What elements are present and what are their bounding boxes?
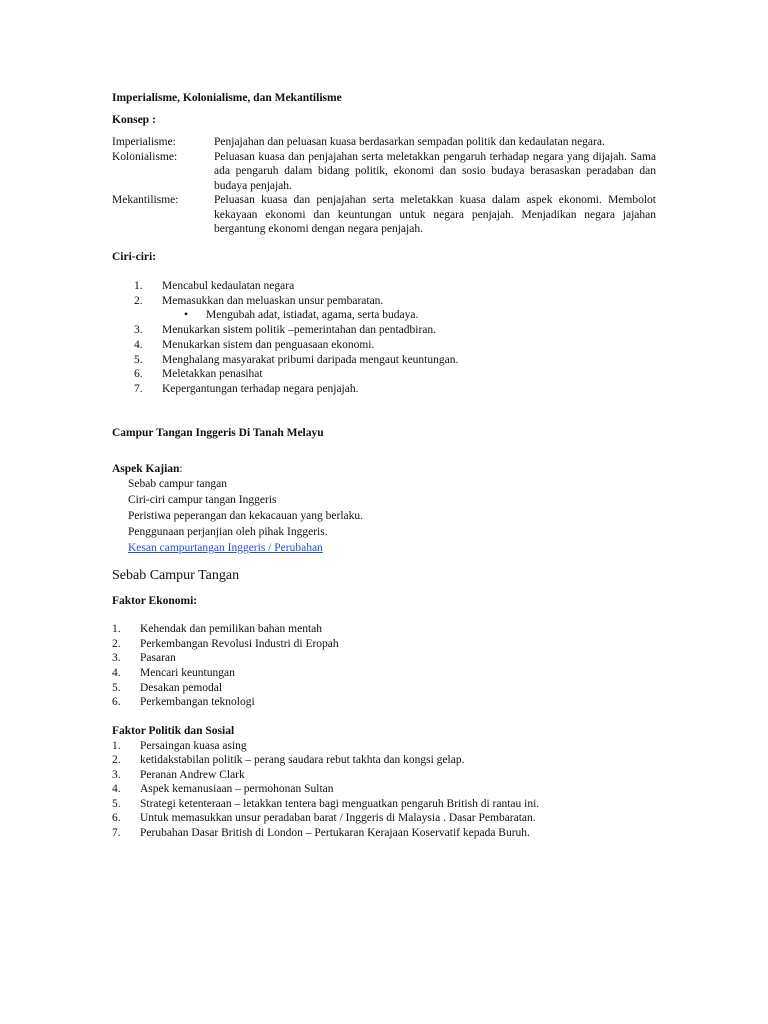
list-number: 1. [134, 280, 143, 292]
list-text: Aspek kemanusiaan – permohonan Sultan [140, 783, 334, 795]
list-text: Memasukkan dan meluaskan unsur pembaratan. [162, 294, 384, 307]
ciri-ciri-label: Ciri-ciri: [112, 251, 157, 263]
kesan-campurtangan-link[interactable]: Kesan campurtangan Inggeris / Perubahan [128, 542, 323, 554]
list-number: 2. [112, 637, 121, 650]
definition-term: Kolonialisme: [112, 150, 178, 163]
list-number: 7. [112, 826, 121, 839]
aspek-item: Penggunaan perjanjian oleh pihak Inggeris. [128, 526, 328, 538]
aspek-item: Sebab campur tangan [128, 478, 227, 490]
definition-term: Imperialisme: [112, 136, 176, 148]
list-text: Mencabul kedaulatan negara [162, 280, 295, 292]
list-text: Menghalang masyarakat pribumi daripada mengaut keuntungan. [162, 353, 459, 366]
konsep-label: Konsep : [112, 114, 156, 126]
list-text: Desakan pemodal [140, 681, 223, 694]
definition-text: Peluasan kuasa dan penjajahan serta meletakkan kuasa dalam aspek ekonomi. Membolot kekayaan ekonomi dan keuntungan untuk negara penjajah. Menjadikan negara jajahan bergantung ekonomi dengan negara penjajah. [214, 194, 656, 235]
definition-term: Mekantilisme: [112, 194, 179, 206]
list-number: 2. [112, 754, 121, 766]
list-number: 3. [112, 652, 121, 664]
list-number: 7. [134, 383, 143, 395]
list-number: 6. [134, 368, 143, 380]
aspek-kajian-heading [112, 462, 183, 477]
list-number: 4. [112, 667, 121, 679]
definition-imperialisme [112, 135, 656, 150]
list-text: Strategi ketenteraan – letakkan tentera bagi menguatkan pengaruh British di rantau ini. [140, 797, 540, 810]
list-text: Peranan Andrew Clark [140, 768, 245, 781]
list-text: Perkembangan Revolusi Industri di Eropah [140, 637, 339, 650]
list-text: Persaingan kuasa asing [140, 739, 247, 752]
list-number: 5. [112, 797, 121, 810]
list-text: Meletakkan penasihat [162, 368, 263, 380]
list-text: Menukarkan sistem politik –pemerintahan dan pentadbiran. [162, 324, 437, 336]
faktor-ekonomi-label: Faktor Ekonomi: [112, 595, 198, 607]
definition-kolonialisme [112, 150, 656, 194]
faktor-politik-label: Faktor Politik dan Sosial [112, 725, 235, 737]
list-number: 3. [134, 324, 143, 336]
aspek-item: Ciri-ciri campur tangan Inggeris [128, 494, 277, 506]
list-text: Untuk memasukkan unsur peradaban barat / Inggeris di Malaysia . Dasar Pembaratan. [140, 812, 536, 824]
list-number: 4. [112, 783, 121, 795]
list-text: Mencari keuntungan [140, 667, 235, 679]
list-text: Kepergantungan terhadap negara penjajah. [162, 383, 359, 395]
sebab-campur-tangan-heading: Sebab Campur Tangan [112, 568, 240, 583]
list-number: 5. [134, 353, 143, 366]
list-number: 2. [134, 294, 143, 307]
section-title-imperialisme: Imperialisme, Kolonialisme, dan Mekantilisme [112, 92, 342, 104]
section-title-campur-tangan: Campur Tangan Inggeris Di Tanah Melayu [112, 427, 324, 439]
list-number: 6. [112, 696, 121, 708]
list-text: Perkembangan teknologi [140, 696, 255, 708]
list-text: Pasaran [140, 652, 176, 664]
list-text: Kehendak dan pemilikan bahan mentah [140, 623, 323, 635]
list-number: 1. [112, 739, 121, 752]
bullet-dot-icon: • [184, 309, 189, 321]
list-text: Perubahan Dasar British di London – Pertukaran Kerajaan Koservatif kepada Buruh. [140, 826, 530, 839]
definition-text: Penjajahan dan peluasan kuasa berdasarkan sempadan politik dan kedaulatan negara. [214, 136, 605, 148]
list-number: 3. [112, 768, 121, 781]
aspek-kajian-colon: : [179, 463, 183, 475]
list-text: Mengubah adat, istiadat, agama, serta budaya. [206, 309, 419, 321]
aspek-kajian-label: Aspek Kajian [112, 463, 180, 475]
list-text: ketidakstabilan politik – perang saudara rebut takhta dan kongsi gelap. [140, 754, 465, 766]
list-number: 4. [134, 339, 143, 351]
list-number: 1. [112, 623, 121, 635]
list-number: 5. [112, 681, 121, 694]
definition-text: Peluasan kuasa dan penjajahan serta meletakkan pengaruh terhadap negara yang dijajah. Sama ada pengaruh dalam bidang politik, ekonomi dan sosio budaya berasaskan peradaban dan budaya penjajah. [214, 150, 656, 192]
definition-mekantilisme [112, 193, 656, 237]
list-number: 6. [112, 812, 121, 824]
aspek-item: Peristiwa peperangan dan kekacauan yang berlaku. [128, 510, 364, 522]
list-text: Menukarkan sistem dan penguasaan ekonomi. [162, 339, 375, 351]
